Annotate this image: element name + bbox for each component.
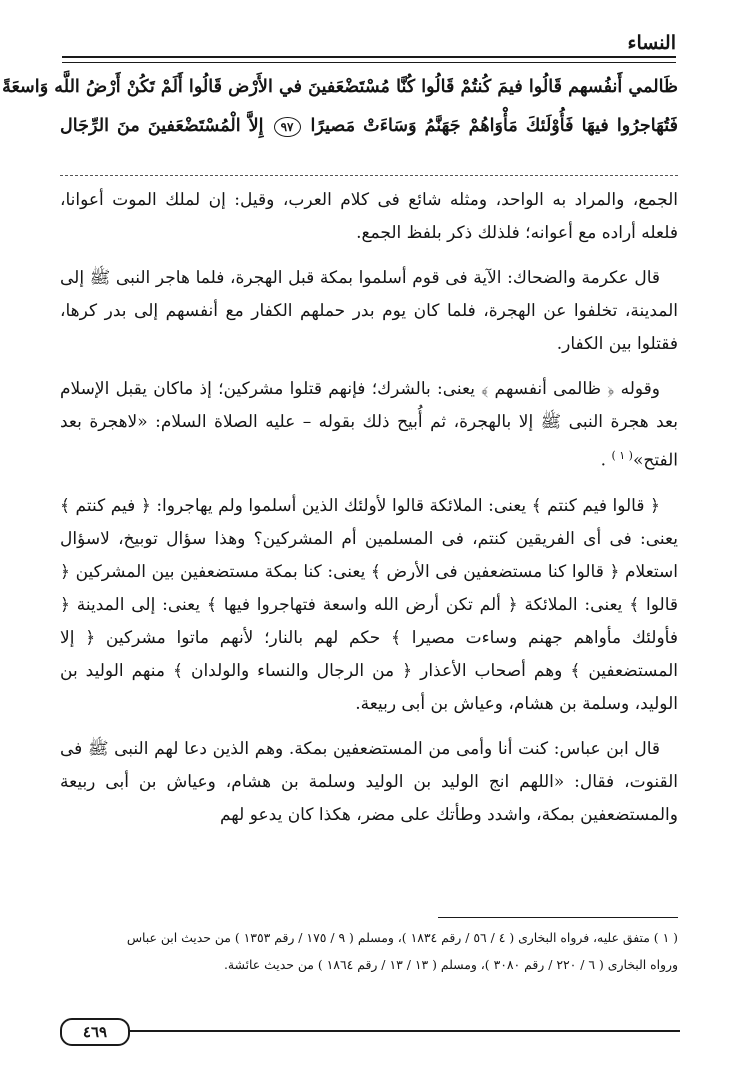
quran-verse-block (2, 67, 678, 145)
sentence-period: . (600, 450, 607, 471)
paragraph: الجمع، والمراد به الواحد، ومثله شائع فى كلام العرب، وقيل: إن لملك الموت أعوانا، فلعله أراده مع أعوانه؛ فلذلك ذكر بلفظ الجمع. (60, 190, 678, 243)
page-number: ٤٦٩ (60, 1018, 130, 1046)
commentary-text (60, 184, 678, 844)
paragraph: قال ابن عباس: كنت أنا وأمى من المستضعفين بمكة. وهم الذين دعا لهم النبى ﷺ فى القنوت، فقال: «اللهم انج الوليد بن الوليد وسلمة بن هشام، وعياش بن أبى ربيعة والمستضعفين بمكة، واشدد وطأتك على مضر، هكذا كان يدعو لهم (60, 738, 678, 825)
footnote-rule (438, 917, 678, 918)
paragraph-text: وقوله ﴿ ظالمى أنفسهم ﴾ يعنى: بالشرك؛ فإنهم قتلوا مشركين؛ إذ ماكان يقبل الإسلام بعد هجرة النبى ﷺ إلا بالهجرة، ثم أُبيح ذلك بقوله – عليه الصلاة السلام: «لاهجرة بعد الفتح» (60, 379, 678, 471)
header-double-rule (62, 56, 676, 63)
footnotes (60, 924, 678, 978)
page-footer (60, 1018, 680, 1044)
footer-rule (130, 1030, 680, 1032)
page-header (62, 32, 676, 54)
dotted-separator (60, 175, 678, 176)
quran-line-2 (60, 106, 678, 145)
quran-line-2-part-1: فَتُهَاجرُوا فيهَا فَأُوْلَئكَ مَأْوَاهُمْ جَهَنَّمُ وَسَاءَتْ مَصيرًا (310, 115, 678, 136)
paragraph: قال عكرمة والضحاك: الآية فى قوم أسلموا بمكة قبل الهجرة، فلما هاجر النبى ﷺ إلى المدينة، تخلفوا عن الهجرة، فلما كان يوم بدر حملهم الكفار مع أنفسهم إلى بدر كرها، فقتلوا بين الكفار. (60, 268, 678, 354)
footnote-line: ورواه البخارى ( ٦ / ٢٢٠ / رقم ٣٠٨٠ )، ومسلم ( ١٣ / ١٣ / رقم ١٨٦٤ ) من حديث عائشة. (223, 957, 678, 972)
quran-line-1: ظَالمي أَنفُسهم قَالُوا فيمَ كُنتُمْ قَالُوا كُنَّا مُسْتَضْعَفينَ في الأَرْض قَالُوا أَلَمْ تَكُنْ أَرْضُ اللَّه وَاسعَةً (2, 76, 678, 97)
ayah-number-marker: ٩٧ (274, 117, 301, 137)
footnote-reference: ( ١ ) (611, 449, 633, 462)
quran-line-2-part-2: إِلاَّ الْمُسْتَضْعَفينَ منَ الرِّجَال (60, 115, 264, 136)
paragraph: ﴿ قالوا فيم كنتم ﴾ يعنى: الملائكة قالوا لأولئك الذين أسلموا ولم يهاجروا: ﴿ فيم كنتم ﴾ يعنى: فى أى الفريقين كنتم، فى المسلمين أم المشركين؟ وهذا سؤال توبيخ، لاسؤال استعلام ﴿ قالوا كنا مستضعفين فى الأرض ﴾ يعنى: كنا بمكة مستضعفين بين المشركين ﴿ قالوا ﴾ يعنى: الملائكة ﴿ ألم تكن أرض الله واسعة فتهاجروا فيها ﴾ يعنى: إلى المدينة ﴿ فأولئك مأواهم جهنم وساءت مصيرا ﴾ حكم لهم بالنار؛ لأنهم ماتوا مشركين ﴿ إلا المستضعفين ﴾ وهم أصحاب الأعذار ﴿ من الرجال والنساء والولدان ﴾ منهم الوليد بن الوليد، وسلمة بن هشام، وعياش بن أبى ربيعة. (60, 495, 678, 714)
surah-title: النساء (627, 32, 676, 54)
paragraph (60, 373, 678, 478)
footnote-line: ( ١ ) متفق عليه، فرواه البخارى ( ٤ / ٥٦ / رقم ١٨٣٤ )، ومسلم ( ٩ / ١٧٥ / رقم ١٣٥٣ ) من حديث ابن عباس (126, 930, 678, 945)
